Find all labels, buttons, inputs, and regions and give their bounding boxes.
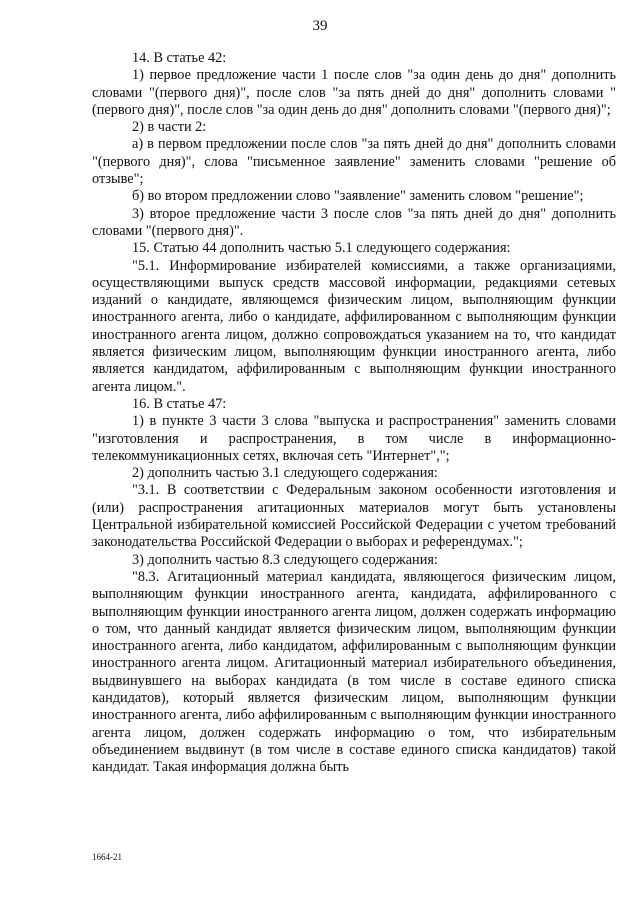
paragraph-item-14-2: 2) в части 2: <box>132 119 207 136</box>
document-body <box>92 50 616 776</box>
page-number: 39 <box>312 18 328 34</box>
paragraph-item-16-heading: 16. В статье 47: <box>132 395 227 412</box>
paragraph-item-14-2a: а) в первом предложении после слов "за пять дней до дня" дополнить словами "(первого дня)", слова "письменное заявление" заменить словами "решение об отзыве"; <box>92 136 616 188</box>
paragraph-item-14-1: 1) первое предложение части 1 после слов "за один день до дня" дополнить словами "(первого дня)", после слов "за пять дней до дня" дополнить словами "(первого дня)", после слов "за один день до дня" дополнить словами "(первого дня)"; <box>92 67 616 118</box>
paragraph-item-14-3: 3) второе предложение части 3 после слов "за пять дней до дня" дополнить словами "(первого дня)". <box>92 205 616 239</box>
paragraph-article-47-8-3: "8.3. Агитационный материал кандидата, являющегося физическим лицом, выполняющим функции иностранного агента, кандидата, аффилированного с выполняющим функции иностранного агента лицом, должен содержать информацию о том, что данный кандидат является физическим лицом, выполняющим функции иностранного агента, либо кандидатом, аффилированным с выполняющим функции иностранного агента лицом. Агитационный материал избирательного объединения, выдвинувшего на выборах кандидата (в том числе в составе единого списка кандидатов), который является физическим лицом, выполняющим функции иностранного агента, либо аффилированным с выполняющим функции иностранного агента лицом, должен содержать информацию о том, что избирательным объединением выдвинут (в том числе в составе единого списка кандидатов) такой кандидат. Такая информация должна быть <box>92 568 616 776</box>
paragraph-item-14-heading: 14. В статье 42: <box>132 50 227 66</box>
paragraph-article-47-3-1: "3.1. В соответствии с Федеральным законом особенности изготовления и (или) распространения агитационных материалов могут быть установлены Центральной избирательной комиссией Российской Федерации с учетом требований законодательства Российской Федерации о выборах и референдумах."; <box>92 482 616 551</box>
paragraph-item-16-1: 1) в пункте 3 части 3 слова "выпуска и распространения" заменить словами "изготовления и распространения, в том числе в информационно-телекоммуникационных сетях, включая сеть "Интернет","; <box>92 413 616 464</box>
paragraph-article-44-5-1: "5.1. Информирование избирателей комиссиями, а также организациями, осуществляющими выпуск средств массовой информации, редакциями сетевых изданий о кандидате, являющемся физическим лицом, выполняющим функции иностранного агента, либо о кандидате, аффилированном с выполняющим функции иностранного агента лицом, должно сопровождаться указанием на то, что кандидат является физическим лицом, выполняющим функции иностранного агента, либо является кандидатом, аффилированным с выполняющим функции иностранного агента лицом.". <box>92 257 616 395</box>
paragraph-item-16-3: 3) дополнить частью 8.3 следующего содержания: <box>132 551 438 568</box>
paragraph-item-14-2b: б) во втором предложении слово "заявление" заменить словом "решение"; <box>132 188 584 205</box>
paragraph-item-16-2: 2) дополнить частью 3.1 следующего содержания: <box>132 465 438 482</box>
paragraph-item-15-heading: 15. Статью 44 дополнить частью 5.1 следующего содержания: <box>132 240 511 257</box>
document-code: 1664-21 <box>92 852 122 862</box>
